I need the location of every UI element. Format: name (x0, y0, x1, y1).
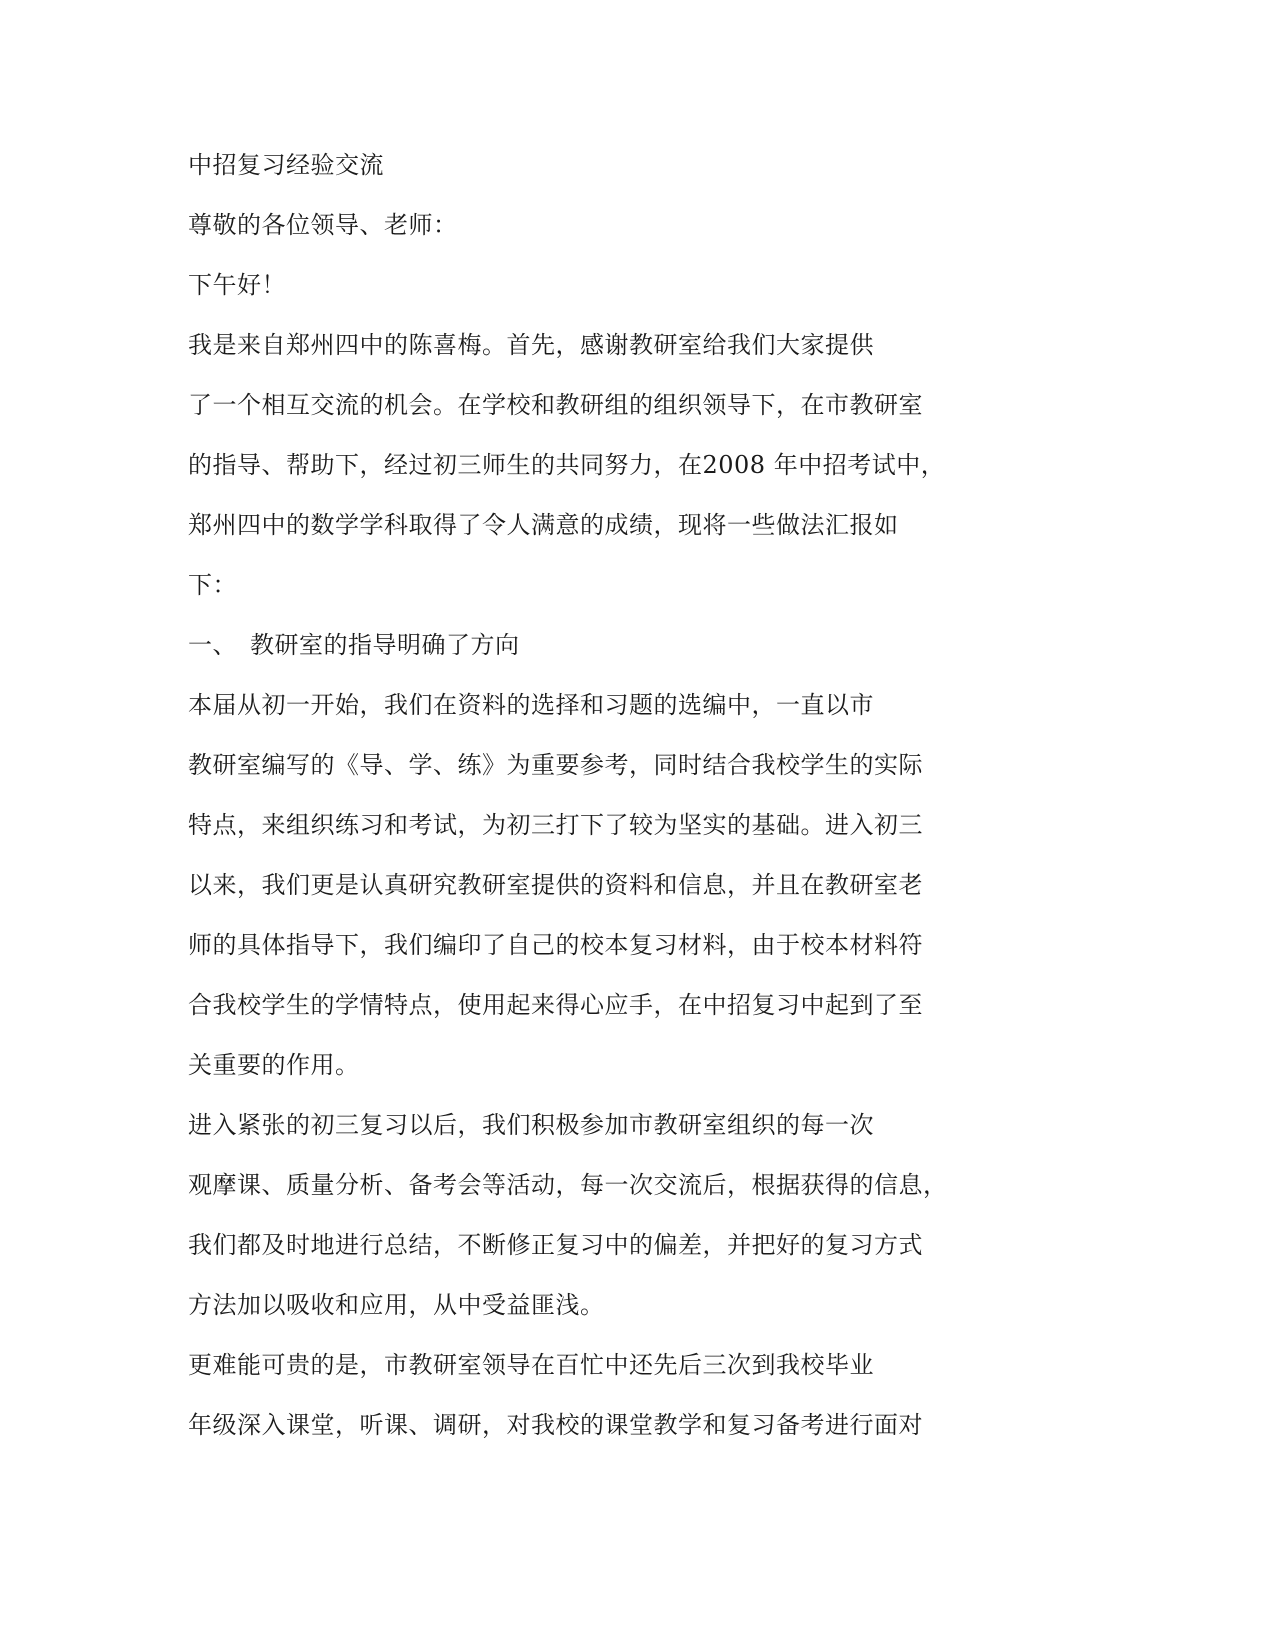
paragraph-line: 特点，来组织练习和考试，为初三打下了较为坚实的基础。进入初三 (188, 811, 923, 839)
paragraph-line: 下： (188, 571, 237, 599)
paragraph-line: 以来，我们更是认真研究教研室提供的资料和信息，并且在教研室老 (188, 871, 923, 899)
paragraph-line: 郑州四中的数学学科取得了令人满意的成绩，现将一些做法汇报如 (188, 511, 899, 539)
paragraph-line: 方法加以吸收和应用，从中受益匪浅。 (188, 1291, 605, 1319)
paragraph-line: 年级深入课堂，听课、调研，对我校的课堂教学和复习备考进行面对 (188, 1411, 923, 1439)
paragraph-line: 师的具体指导下，我们编印了自己的校本复习材料，由于校本材料符 (188, 931, 923, 959)
paragraph-line: 的指导、帮助下，经过初三师生的共同努力，在2008 年中招考试中， (188, 451, 946, 479)
paragraph-line: 合我校学生的学情特点，使用起来得心应手，在中招复习中起到了至 (188, 991, 923, 1019)
paragraph-line: 更难能可贵的是，市教研室领导在百忙中还先后三次到我校毕业 (188, 1351, 874, 1379)
salutation: 尊敬的各位领导、老师： (188, 211, 458, 239)
section-number: 一、 (188, 631, 237, 659)
paragraph-line: 本届从初一开始，我们在资料的选择和习题的选编中，一直以市 (188, 691, 874, 719)
section-heading (188, 630, 520, 660)
paragraph-line: 进入紧张的初三复习以后，我们积极参加市教研室组织的每一次 (188, 1111, 874, 1139)
paragraph-line: 我是来自郑州四中的陈喜梅。首先，感谢教研室给我们大家提供 (188, 331, 874, 359)
paragraph-line: 关重要的作用。 (188, 1051, 360, 1079)
section-title: 教研室的指导明确了方向 (250, 631, 520, 659)
paragraph-line: 我们都及时地进行总结，不断修正复习中的偏差，并把好的复习方式 (188, 1231, 923, 1259)
paragraph-line: 了一个相互交流的机会。在学校和教研组的组织领导下，在市教研室 (188, 391, 923, 419)
paragraph-line: 教研室编写的《导、学、练》为重要参考，同时结合我校学生的实际 (188, 751, 923, 779)
paragraph-line: 观摩课、质量分析、备考会等活动，每一次交流后，根据获得的信息， (188, 1171, 948, 1199)
document-title: 中招复习经验交流 (188, 151, 384, 179)
greeting: 下午好！ (188, 271, 286, 299)
